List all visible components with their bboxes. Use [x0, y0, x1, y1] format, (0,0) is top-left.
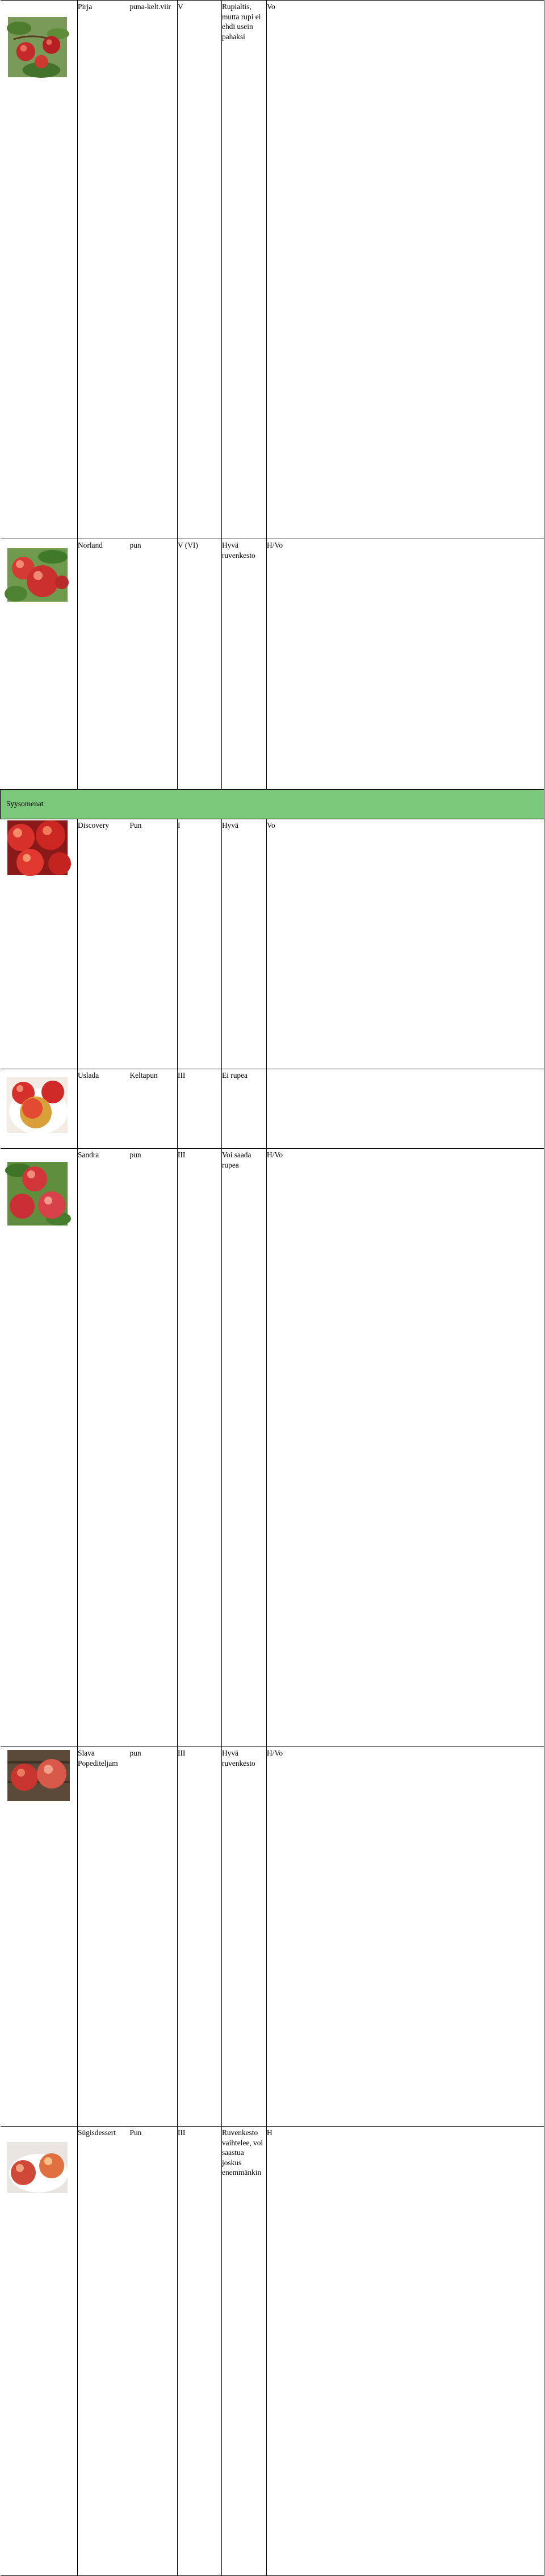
fruit-color: pun	[130, 539, 178, 790]
photo-cell	[1, 819, 78, 1069]
scab-resistance: Ruvenkesto vaihtelee, voi saastua joskus enemmänkin	[222, 2127, 267, 2576]
variety-name: Norland	[78, 539, 130, 790]
hardiness-zone: V	[178, 1, 222, 539]
table-row	[1, 2127, 544, 2576]
section-title: Syysomenat	[1, 789, 544, 819]
variety-name: Sandra	[78, 1149, 130, 1747]
hardiness-zone: I	[178, 819, 222, 1069]
table-row	[1, 1747, 544, 2127]
scab-resistance: Hyvä ruvenkesto	[222, 539, 267, 790]
scab-resistance: Ei rupea	[222, 1069, 267, 1149]
hardiness-zone: III	[178, 2127, 222, 2576]
scab-resistance: Hyvä	[222, 819, 267, 1069]
photo-cell	[1, 1, 78, 539]
usage: H/Vo	[267, 1747, 544, 2127]
photo-cell	[1, 539, 78, 790]
hardiness-zone: III	[178, 1149, 222, 1747]
photo-cell	[1, 1069, 78, 1149]
table-row	[1, 539, 544, 790]
fruit-color: pun	[130, 1149, 178, 1747]
usage: H/Vo	[267, 1149, 544, 1747]
apple-wood-photo	[7, 1750, 70, 1801]
fruit-color: pun	[130, 1747, 178, 2127]
usage	[267, 1069, 544, 1149]
variety-name: Sügisdessert	[78, 2127, 130, 2576]
variety-name: Uslada	[78, 1069, 130, 1149]
fruit-color: Keltapun	[130, 1069, 178, 1149]
apple-branch-photo	[7, 17, 68, 77]
usage: H	[267, 2127, 544, 2576]
variety-name: Slava Popediteljam	[78, 1747, 130, 2127]
apple-plate-photo	[7, 2142, 68, 2193]
scab-resistance: Hyvä ruvenkesto	[222, 1747, 267, 2127]
variety-name: Discovery	[78, 819, 130, 1069]
scab-resistance: Rupialtis, mutta rupi ei ehdi usein pahaksi	[222, 1, 267, 539]
table-row	[1, 819, 544, 1069]
apple-plate-photo	[7, 1077, 68, 1133]
apple-branch-photo	[7, 1162, 68, 1226]
fruit-color: Pun	[130, 2127, 178, 2576]
variety-name: Pirja	[78, 1, 130, 539]
table-row	[1, 1069, 544, 1149]
photo-cell	[1, 1747, 78, 2127]
apple-pile-photo	[7, 820, 68, 875]
photo-cell	[1, 1149, 78, 1747]
usage: Vo	[267, 819, 544, 1069]
table-row	[1, 1149, 544, 1747]
table-row	[1, 1, 544, 539]
fruit-color: puna-kelt.viir	[130, 1, 178, 539]
usage: Vo	[267, 1, 544, 539]
usage: H/Vo	[267, 539, 544, 790]
hardiness-zone: III	[178, 1747, 222, 2127]
fruit-color: Pun	[130, 819, 178, 1069]
apple-branch-photo	[7, 548, 68, 602]
hardiness-zone: III	[178, 1069, 222, 1149]
section-header-row	[1, 789, 544, 819]
hardiness-zone: V (VI)	[178, 539, 222, 790]
photo-cell	[1, 2127, 78, 2576]
scab-resistance: Voi saada rupea	[222, 1149, 267, 1747]
